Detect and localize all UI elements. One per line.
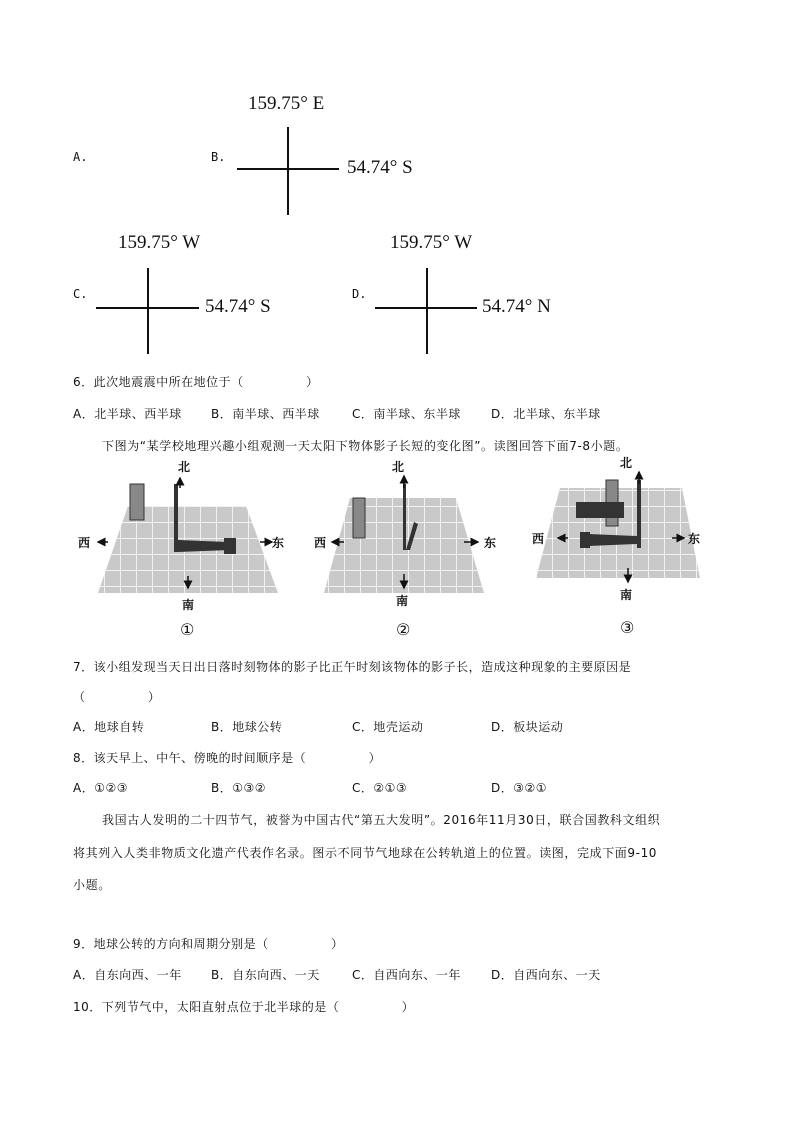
panel-3 — [536, 472, 700, 582]
panel-1-east-label: 东 — [272, 536, 285, 550]
question-6-option-c: C．南半球、东半球 — [352, 407, 461, 421]
panel-2-north-label: 北 — [392, 460, 405, 474]
question-7-blank: （ ） — [73, 690, 161, 704]
option-d-latitude: 54.74° N — [482, 296, 551, 317]
panel-3-shadow — [588, 534, 637, 546]
question-8-option-a: A．①②③ — [73, 781, 128, 795]
question-7-option-b: B．地球公转 — [211, 720, 283, 734]
panel-1 — [98, 478, 278, 593]
panel-1-number: ① — [180, 620, 195, 639]
question-6-option-b: B．南半球、西半球 — [211, 407, 320, 421]
option-c-latitude: 54.74° S — [205, 296, 271, 317]
panel-2-number: ② — [396, 620, 411, 639]
question-8-option-b: B．①③② — [211, 781, 267, 795]
question-6-option-d: D．北半球、东半球 — [491, 407, 601, 421]
panel-1-north-label: 北 — [178, 460, 191, 474]
panel-1-building — [130, 484, 144, 520]
panel-2 — [324, 476, 484, 593]
panel-1-west-label: 西 — [78, 536, 91, 550]
question-7-stem: 7．该小组发现当天日出日落时刻物体的影子比正午时刻该物体的影子长，造成这种现象的主要原因是 — [73, 660, 632, 674]
question-6-option-a: A．北半球、西半球 — [73, 407, 182, 421]
panel-2-building — [353, 498, 365, 538]
intro-9-10-line-2: 将其列入人类非物质文化遗产代表作名录。图示不同节气地球在公转轨道上的位置。读图，完成下面9-10 — [73, 846, 658, 860]
option-c-longitude: 159.75° W — [118, 232, 201, 253]
panel-3-west-label: 西 — [532, 532, 545, 546]
panel-2-west-label: 西 — [314, 536, 327, 550]
question-6-stem: 6．此次地震震中所在地位于（ ） — [73, 375, 319, 389]
option-c-label: C. — [73, 287, 88, 301]
panel-2-south-label: 南 — [396, 594, 409, 608]
shadow-figure-svg — [88, 458, 708, 640]
intro-9-10-line-1: 我国古人发明的二十四节气，被誉为中国古代“第五大发明”。2016年11月30日，联合国教科文组织 — [102, 813, 661, 827]
intro-7-8: 下图为“某学校地理兴趣小组观测一天太阳下物体影子长短的变化图”。读图回答下面7-8小题。 — [102, 439, 629, 453]
intro-9-10-line-3: 小题。 — [73, 878, 111, 892]
panel-2-pole — [403, 484, 406, 550]
panel-3-pole — [637, 480, 641, 548]
option-b-vertical-line — [287, 127, 289, 215]
question-7-option-d: D．板块运动 — [491, 720, 564, 734]
panel-3-building-shadow — [576, 502, 624, 518]
option-c-vertical-line — [147, 268, 149, 354]
panel-3-south-label: 南 — [620, 588, 633, 602]
option-d-vertical-line — [426, 268, 428, 354]
option-b-longitude: 159.75° E — [248, 93, 325, 114]
question-8-option-d: D．③②① — [491, 781, 548, 795]
question-9-option-b: B．自东向西、一天 — [211, 968, 320, 982]
question-7-option-a: A．地球自转 — [73, 720, 145, 734]
question-9-option-c: C．自西向东、一年 — [352, 968, 461, 982]
question-10-stem: 10．下列节气中，太阳直射点位于北半球的是（ ） — [73, 1000, 415, 1014]
option-b-label: B. — [211, 150, 226, 164]
option-d-label: D. — [352, 287, 367, 301]
question-8-stem: 8．该天早上、中午、傍晚的时间顺序是（ ） — [73, 751, 382, 765]
panel-1-south-label: 南 — [182, 598, 195, 612]
panel-2-east-label: 东 — [484, 536, 497, 550]
question-9-option-d: D．自西向东、一天 — [491, 968, 601, 982]
option-a-label: A. — [73, 150, 88, 164]
option-d-longitude: 159.75° W — [390, 232, 473, 253]
panel-3-north-label: 北 — [620, 456, 633, 470]
question-8-option-c: C．②①③ — [352, 781, 408, 795]
panel-3-number: ③ — [620, 618, 635, 637]
question-9-option-a: A．自东向西、一年 — [73, 968, 182, 982]
panel-1-shadow — [178, 540, 230, 552]
panel-3-east-label: 东 — [688, 532, 701, 546]
option-b-latitude: 54.74° S — [347, 157, 413, 178]
shadow-figure — [78, 456, 708, 640]
question-7-option-c: C．地壳运动 — [352, 720, 424, 734]
panel-1-pole — [174, 484, 178, 552]
question-9-stem: 9．地球公转的方向和周期分别是（ ） — [73, 937, 344, 951]
